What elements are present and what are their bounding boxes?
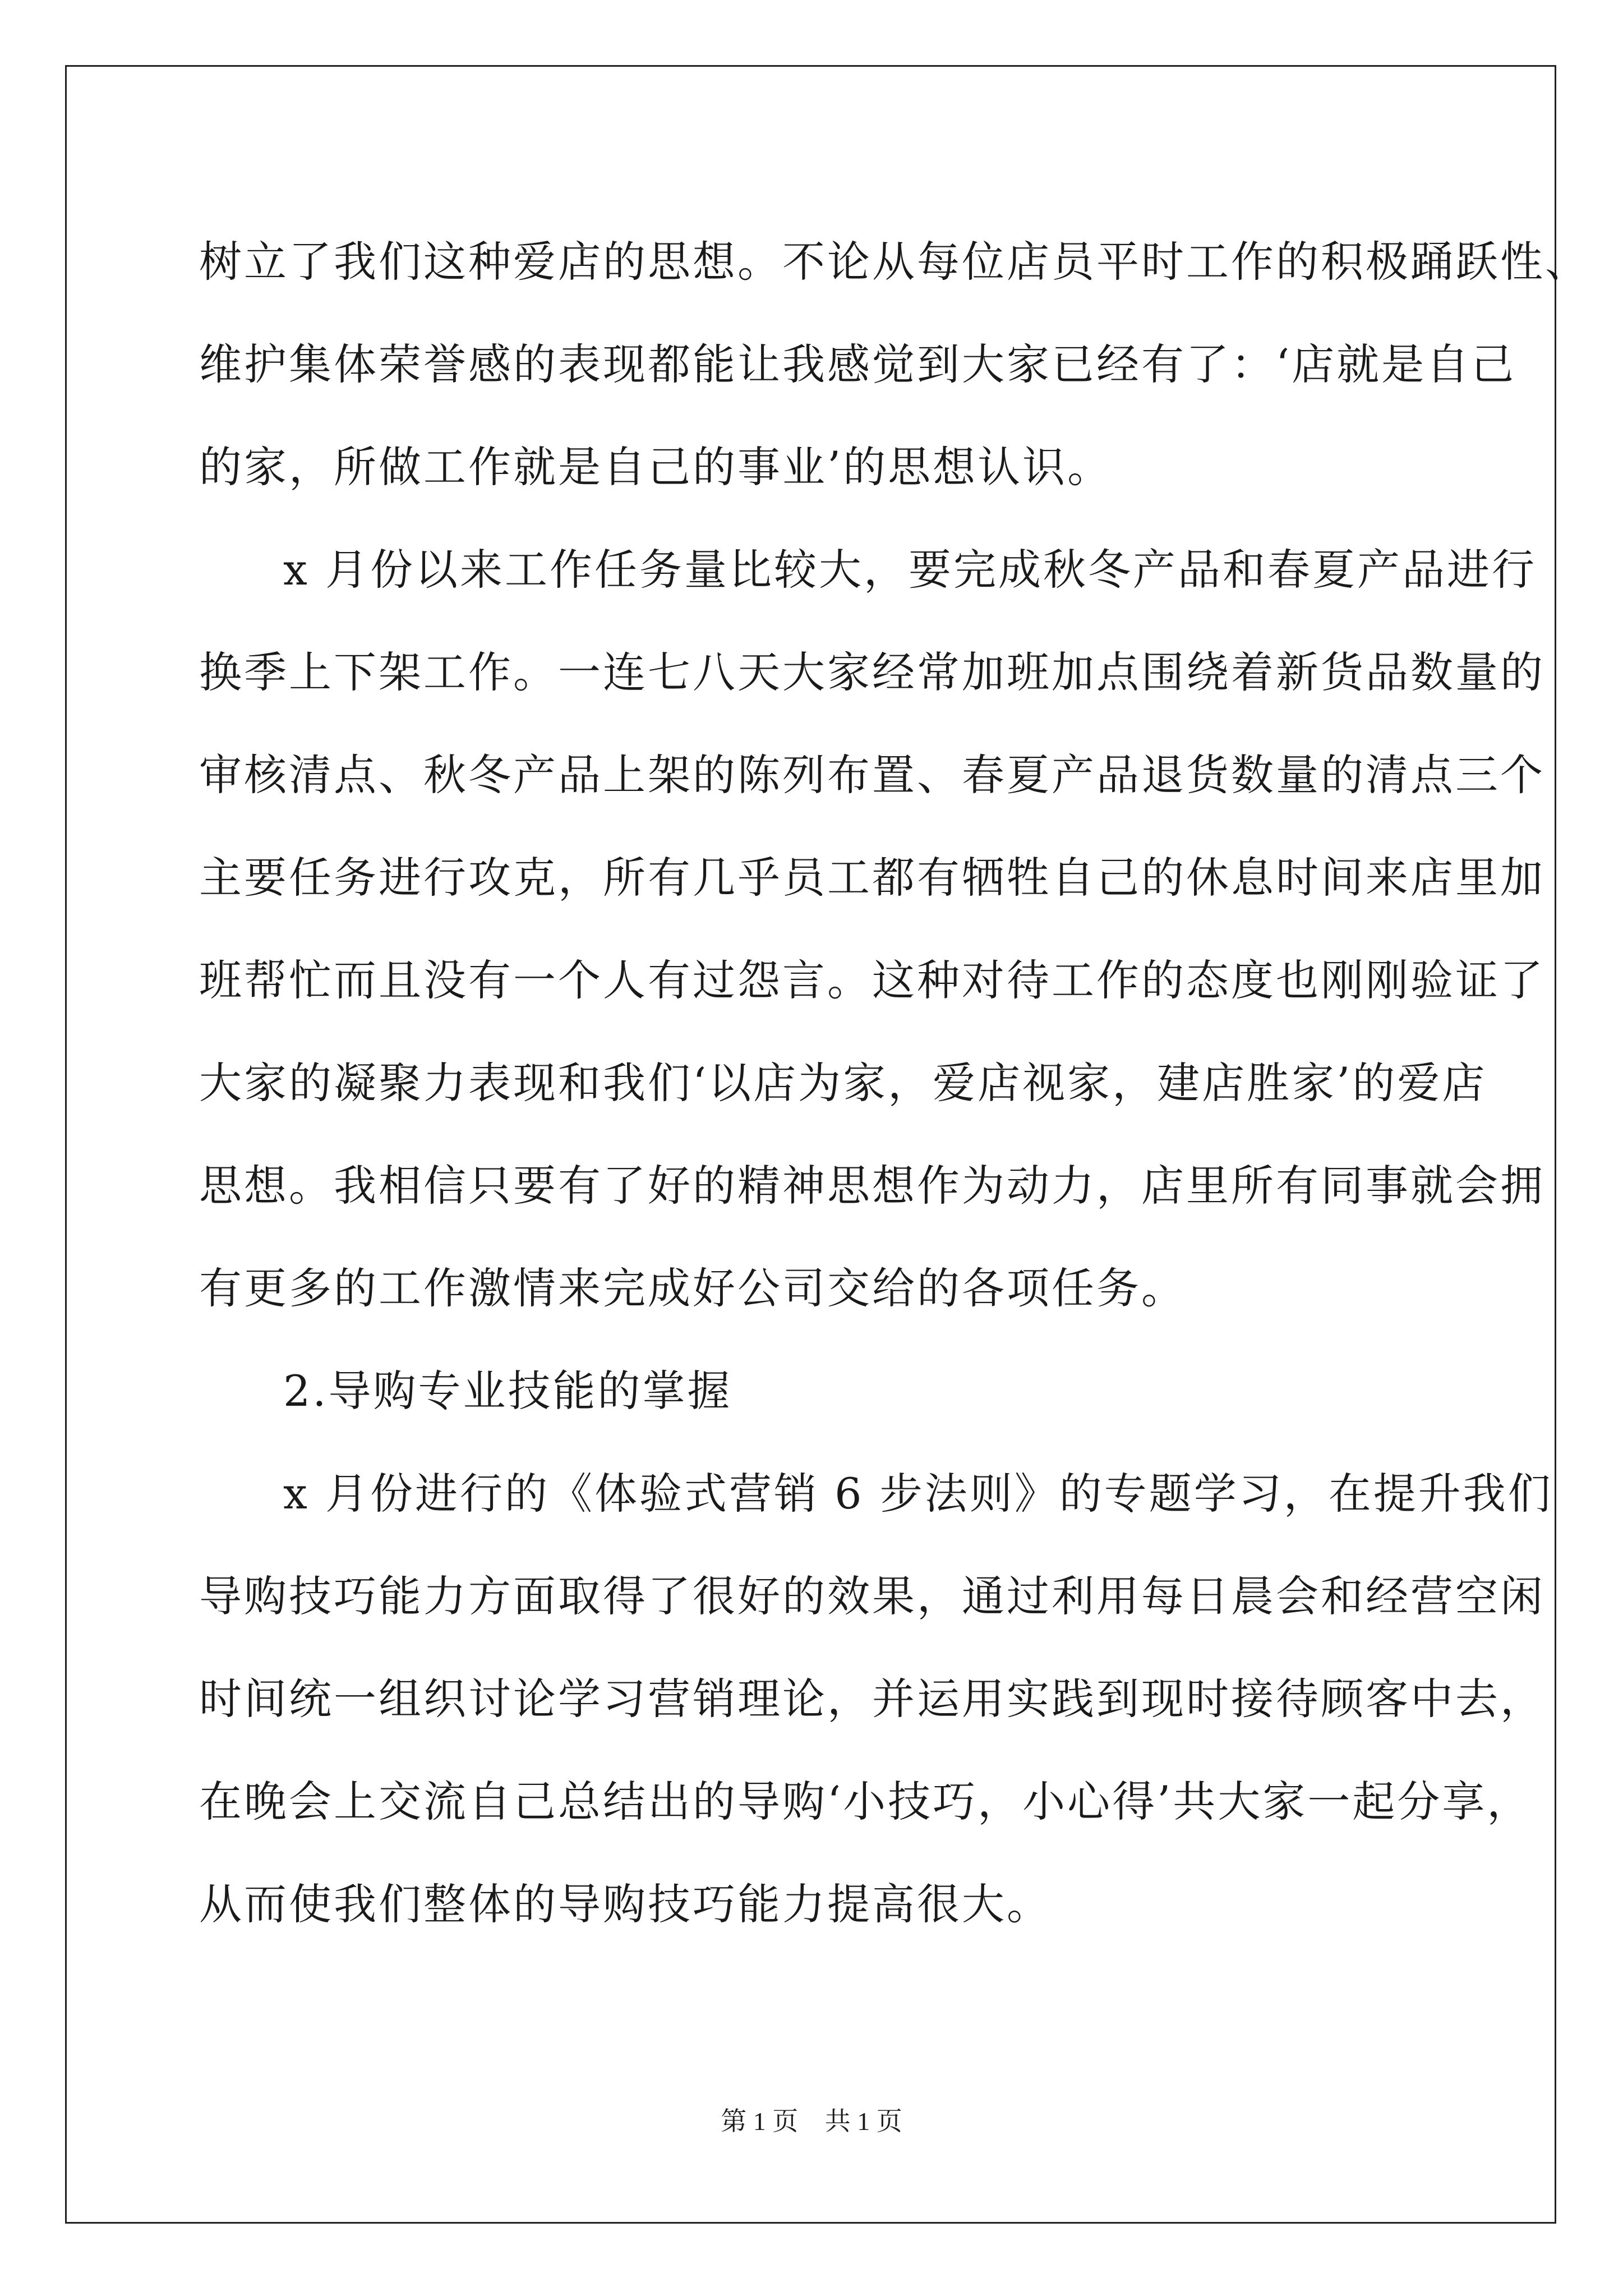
text-line: 导购技巧能力方面取得了很好的效果，通过利用每日晨会和经营空闲 bbox=[199, 1571, 1545, 1621]
text-line: 树立了我们这种爱店的思想。不论从每位店员平时工作的积极踊跃性、 bbox=[199, 237, 1590, 287]
text-line: 时间统一组织讨论学习营销理论，并运用实践到现时接待顾客中去， bbox=[199, 1674, 1545, 1724]
section-heading: 2.导购专业技能的掌握 bbox=[283, 1366, 732, 1416]
text-line: 班帮忙而且没有一个人有过怨言。这种对待工作的态度也刚刚验证了 bbox=[199, 955, 1545, 1005]
text-line: 的家，所做工作就是自己的事业’的思想认识。 bbox=[199, 442, 1113, 492]
text-line: 换季上下架工作。一连七八天大家经常加班加点围绕着新货品数量的 bbox=[199, 647, 1545, 697]
paragraph-start-line: x 月份以来工作任务量比较大，要完成秋冬产品和春夏产品进行 bbox=[283, 545, 1537, 595]
page-number: 第 1 页 bbox=[721, 2107, 799, 2136]
document-body bbox=[199, 210, 1590, 1955]
text-line: 大家的凝聚力表现和我们‘以店为家，爱店视家，建店胜家’的爱店 bbox=[199, 1058, 1487, 1108]
text-line: 主要任务进行攻克，所有几乎员工都有牺牲自己的休息时间来店里加 bbox=[199, 853, 1545, 903]
text-line: 有更多的工作激情来完成好公司交给的各项任务。 bbox=[199, 1263, 1186, 1313]
text-line: 维护集体荣誉感的表现都能让我感觉到大家已经有了：‘店就是自己 bbox=[199, 339, 1516, 389]
text-line: 审核清点、秋冬产品上架的陈列布置、春夏产品退货数量的清点三个 bbox=[199, 750, 1545, 800]
text-line: 在晚会上交流自己总结出的导购‘小技巧，小心得’共大家一起分享， bbox=[199, 1777, 1532, 1826]
text-line: 思想。我相信只要有了好的精神思想作为动力，店里所有同事就会拥 bbox=[199, 1161, 1545, 1211]
text-line: 从而使我们整体的导购技巧能力提高很大。 bbox=[199, 1879, 1052, 1929]
paragraph-start-line: x 月份进行的《体验式营销 6 步法则》的专题学习，在提升我们 bbox=[283, 1469, 1553, 1519]
page-footer bbox=[0, 2101, 1623, 2138]
page-total: 共 1 页 bbox=[824, 2107, 902, 2136]
